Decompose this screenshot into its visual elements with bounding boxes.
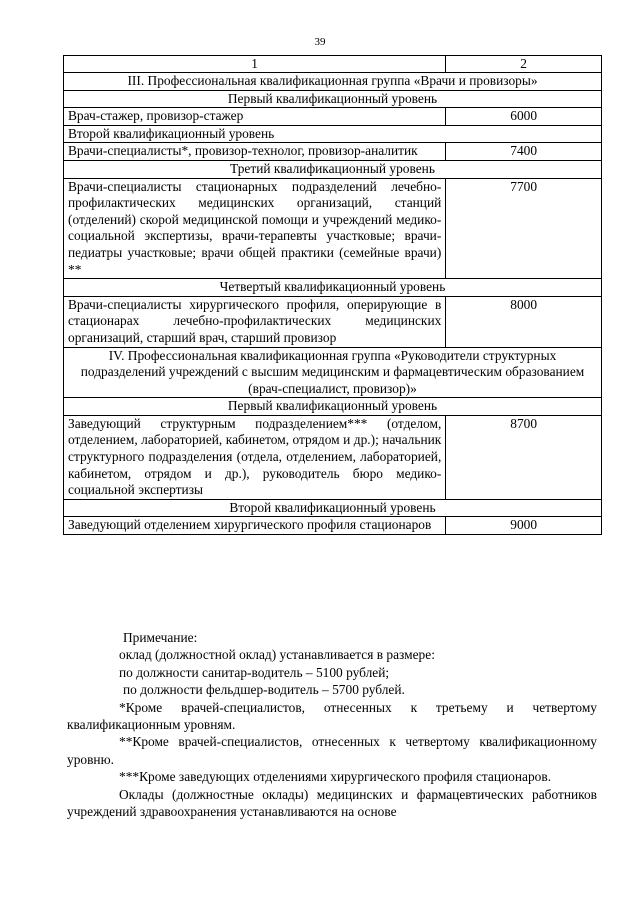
table-row xyxy=(64,178,602,279)
group-3-title: III. Профессиональная квалификационная группа «Врачи и провизоры» xyxy=(64,73,602,91)
position-cell: Врачи-специалисты*, провизор-технолог, провизор-аналитик xyxy=(64,143,446,161)
g3-level4-title: Четвертый квалификационный уровень xyxy=(64,279,602,297)
footnote-1: *Кроме врачей-специалистов, отнесенных к третьему и четвертому квалификационным уровням. xyxy=(67,699,597,733)
table-header-row xyxy=(64,56,602,73)
salary-cell: 7700 xyxy=(446,178,602,279)
g4-level2-title: Второй квалификационный уровень xyxy=(64,499,602,517)
column-header-2: 2 xyxy=(446,56,602,73)
level-title-row xyxy=(64,398,602,416)
position-cell: Врачи-специалисты стационарных подразделений лечебно-профилактических медицинских организаций, станций (отделений) скорой медицинской помощи и учреждений медико-социальной экспертизы, врачи-терапевты участковые; врачи-педиатры участковые; врачи общей практики (семейные врачи) ** xyxy=(64,178,446,279)
salary-cell: 8000 xyxy=(446,296,602,347)
notes-line: по должности фельдшер-водитель – 5700 рублей. xyxy=(123,682,405,698)
salary-cell: 8700 xyxy=(446,415,602,499)
position-cell: Заведующий отделением хирургического профиля стационаров xyxy=(64,517,446,535)
notes-heading: Примечание: xyxy=(123,630,198,645)
table-row xyxy=(64,143,602,161)
level-title-row xyxy=(64,160,602,178)
salary-cell: 6000 xyxy=(446,108,602,126)
salary-cell: 9000 xyxy=(446,517,602,535)
g4-level1-title: Первый квалификационный уровень xyxy=(64,398,602,416)
level-title-row xyxy=(64,279,602,297)
salary-cell: 7400 xyxy=(446,143,602,161)
notes-line: по должности санитар-водитель – 5100 рублей; xyxy=(119,664,390,680)
notes-line: оклад (должностной оклад) устанавливается в размере: xyxy=(119,647,435,663)
g3-level3-title: Третий квалификационный уровень xyxy=(64,160,602,178)
table-row xyxy=(64,108,602,126)
table-row xyxy=(64,517,602,535)
position-cell: Заведующий структурным подразделением*** (отделом, отделением, лабораторией, кабинетом, отрядом и др.); начальник структурного подразделения (отдела, отделением, лабораторией, кабинетом, отрядом и др.), руководитель бюро медико-социальной экспертизы xyxy=(64,415,446,499)
level-title-row xyxy=(64,90,602,108)
level-title-row xyxy=(64,499,602,517)
page-number: 39 xyxy=(314,36,326,48)
level-title-row xyxy=(64,125,602,143)
table-row xyxy=(64,296,602,347)
group-title-row xyxy=(64,73,602,91)
group-title-row xyxy=(64,347,602,398)
closing-paragraph: Оклады (должностные оклады) медицинских и фармацевтических работников учреждений здравоохранения устанавливаются на основе xyxy=(67,786,597,820)
footnote-2: **Кроме врачей-специалистов, отнесенных к четвертому квалификационному уровню. xyxy=(67,734,597,767)
group-4-title: IV. Профессиональная квалификационная группа «Руководители структурных подразделений учреждений с высшим медицинским и фармацевтическим образованием (врач-специалист, провизор)» xyxy=(64,347,602,398)
g3-level1-title: Первый квалификационный уровень xyxy=(64,90,602,108)
g3-level2-title: Второй квалификационный уровень xyxy=(64,125,602,143)
table-row xyxy=(64,415,602,499)
column-header-1: 1 xyxy=(64,56,446,73)
salary-table xyxy=(63,55,602,535)
position-cell: Врач-стажер, провизор-стажер xyxy=(64,108,446,126)
footnote-3: ***Кроме заведующих отделениями хирургического профиля стационаров. xyxy=(119,769,552,785)
notes-section xyxy=(67,629,597,820)
position-cell: Врачи-специалисты хирургического профиля, оперирующие в стационарах лечебно-профилактических медицинских организаций, старший врач, старший провизор xyxy=(64,296,446,347)
